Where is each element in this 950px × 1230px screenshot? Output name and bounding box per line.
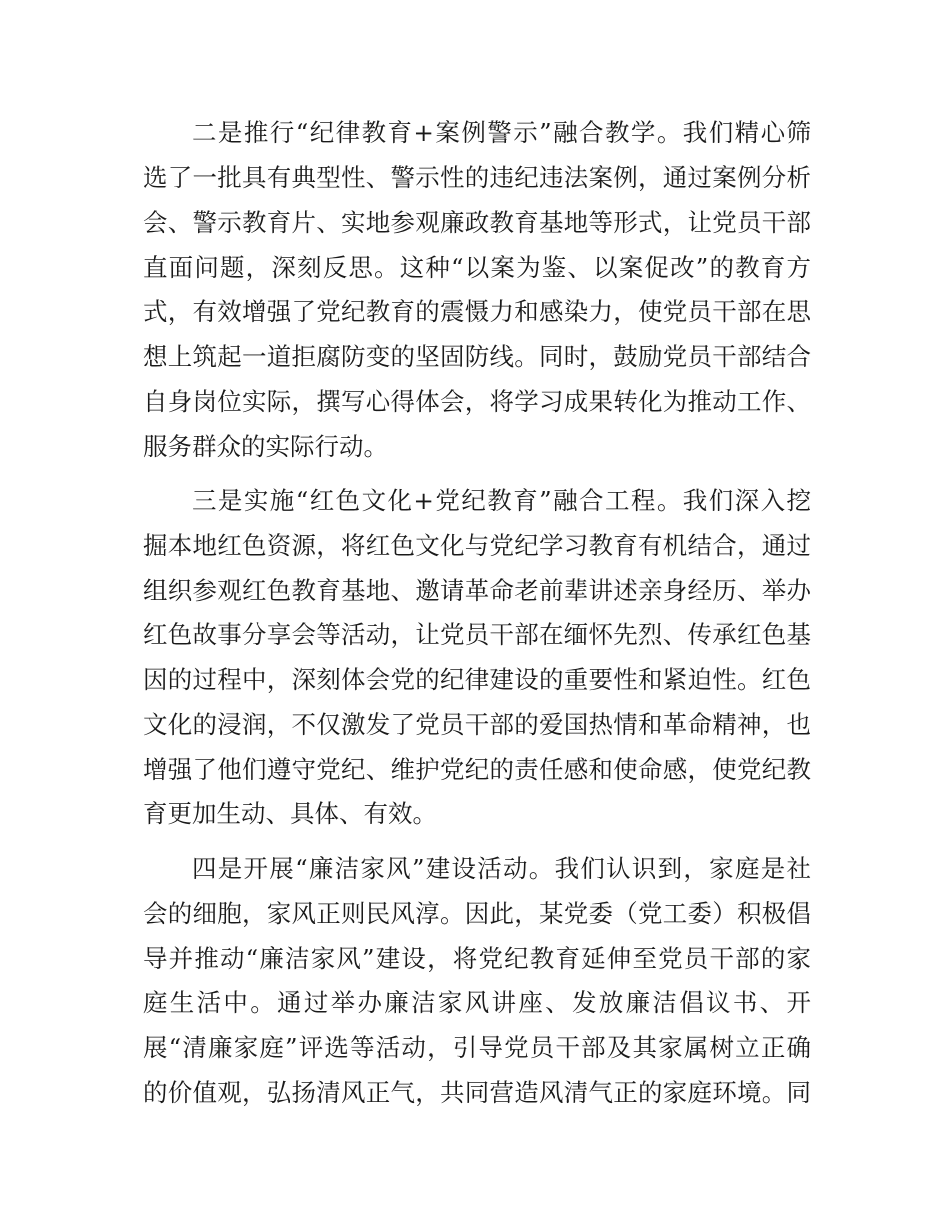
- paragraph-line: 文化的浸润，不仅激发了党员干部的爱国热情和革命精神，也: [143, 710, 811, 739]
- paragraph-line: 会的细胞，家风正则民风淳。因此，某党委（党工委）积极倡: [143, 899, 811, 928]
- paragraph-line: 选了一批具有典型性、警示性的违纪违法案例，通过案例分析: [143, 163, 811, 192]
- paragraph-line: 三是实施“红色文化+党纪教育”融合工程。我们深入挖: [192, 486, 811, 515]
- paragraph-line: 组织参观红色教育基地、邀请革命老前辈讲述亲身经历、举办: [143, 576, 811, 605]
- paragraph-line: 因的过程中，深刻体会党的纪律建设的重要性和紧迫性。红色: [143, 665, 811, 694]
- paragraph-line: 二是推行“纪律教育+案例警示”融合教学。我们精心筛: [192, 118, 811, 147]
- paragraph-line: 掘本地红色资源，将红色文化与党纪学习教育有机结合，通过: [143, 531, 811, 560]
- paragraph-line: 服务群众的实际行动。: [143, 432, 388, 461]
- paragraph-line: 想上筑起一道拒腐防变的坚固防线。同时，鼓励党员干部结合: [143, 342, 811, 371]
- paragraph-line: 育更加生动、具体、有效。: [143, 799, 437, 828]
- paragraph-line: 增强了他们遵守党纪、维护党纪的责任感和使命感，使党纪教: [143, 755, 811, 784]
- paragraph-line: 式，有效增强了党纪教育的震慑力和感染力，使党员干部在思: [143, 297, 811, 326]
- paragraph-line: 自身岗位实际，撰写心得体会，将学习成果转化为推动工作、: [143, 387, 811, 416]
- paragraph-line: 红色故事分享会等活动，让党员干部在缅怀先烈、传承红色基: [143, 620, 811, 649]
- paragraph-line: 四是开展“廉洁家风”建设活动。我们认识到，家庭是社: [192, 854, 811, 883]
- paragraph-line: 庭生活中。通过举办廉洁家风讲座、发放廉洁倡议书、开: [143, 988, 811, 1017]
- paragraph-line: 直面问题，深刻反思。这种“以案为鉴、以案促改”的教育方: [143, 253, 811, 282]
- paragraph-line: 展“清廉家庭”评选等活动，引导党员干部及其家属树立正确: [143, 1033, 811, 1062]
- paragraph-line: 的价值观，弘扬清风正气，共同营造风清气正的家庭环境。同: [143, 1078, 811, 1107]
- paragraph-line: 导并推动“廉洁家风”建设，将党纪教育延伸至党员干部的家: [143, 944, 811, 973]
- paragraph-line: 会、警示教育片、实地参观廉政教育基地等形式，让党员干部: [143, 208, 811, 237]
